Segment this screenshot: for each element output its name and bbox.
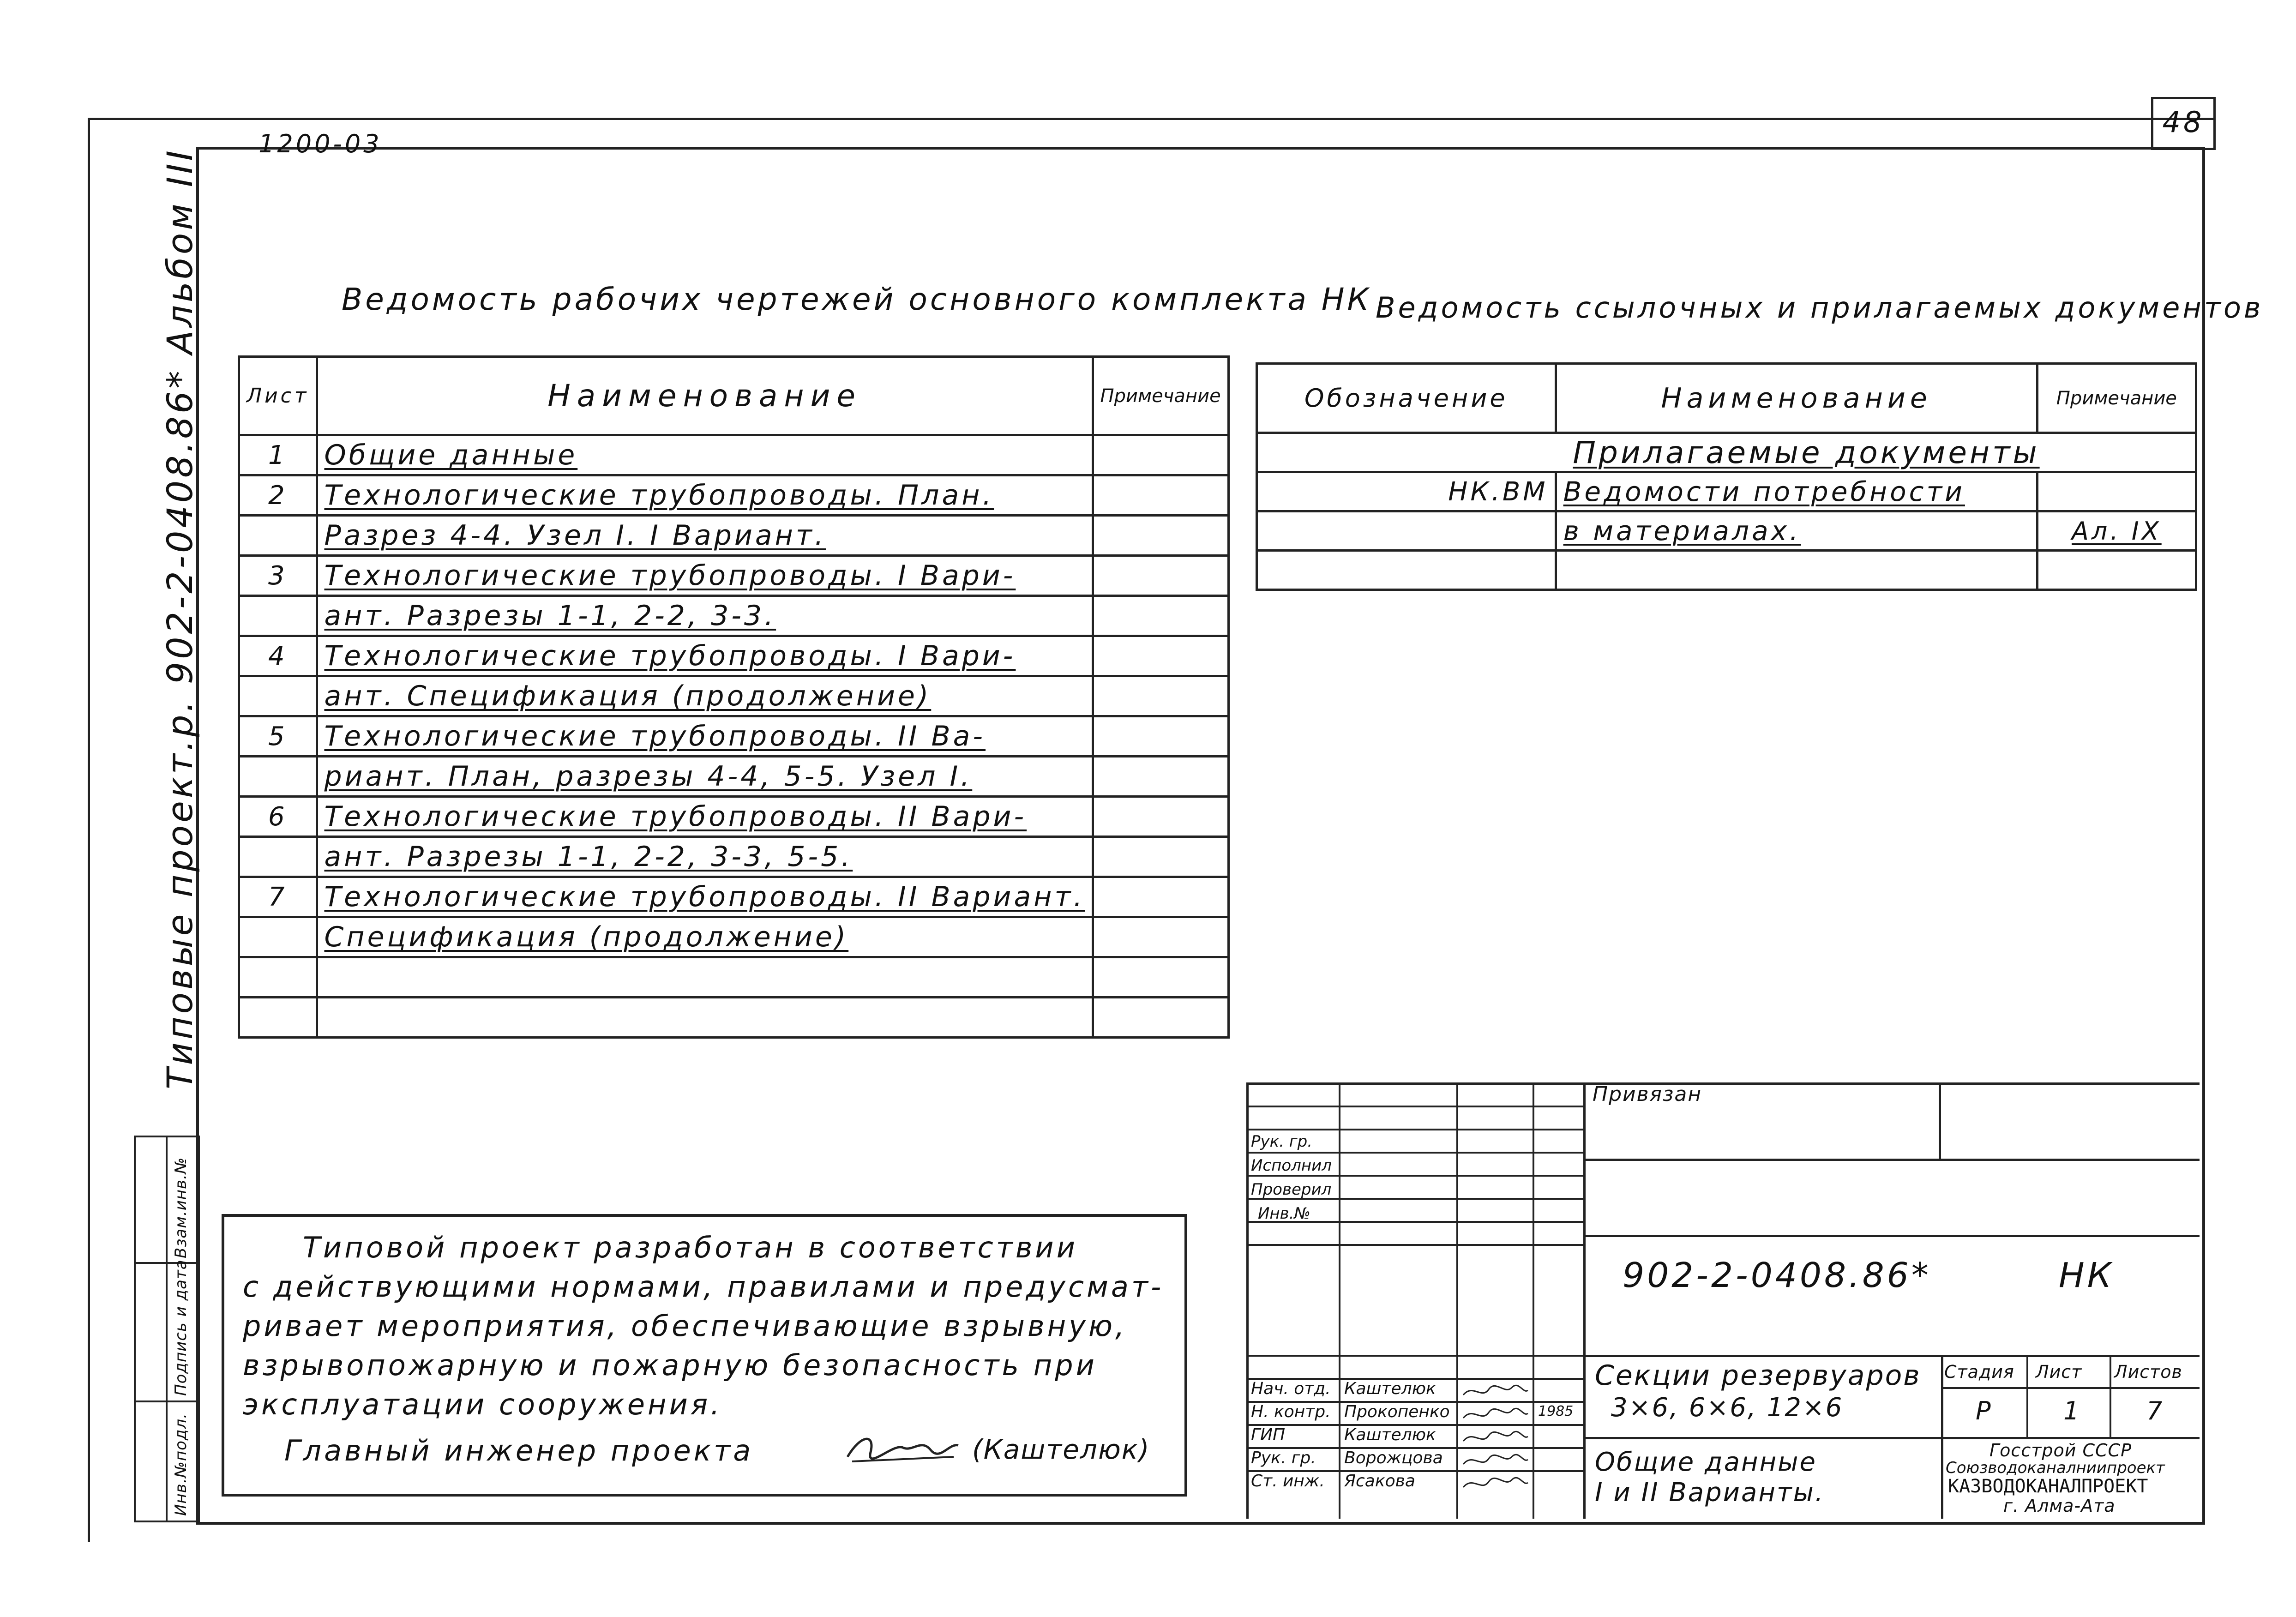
name-text: в материалах.	[1563, 515, 1801, 547]
org-line: КАЗВОДОКАНАЛПРОЕКТ	[1948, 1476, 2148, 1497]
name-cell	[317, 676, 1093, 716]
sheet-cell	[239, 757, 317, 797]
sheets-label: Листов	[2114, 1362, 2182, 1382]
name-cell	[1556, 472, 2037, 511]
person-name: Каштелюк	[1344, 1425, 1436, 1444]
signature-mark	[1461, 1404, 1530, 1425]
note-cell	[1093, 757, 1228, 797]
right-table-title: Ведомость ссылочных и прилагаемых документов	[1376, 291, 2264, 325]
sheet-cell: 2	[239, 475, 317, 516]
sheet-number: 48	[2151, 97, 2216, 150]
name-text: риант. План, разрезы 4-4, 5-5. Узел I.	[324, 760, 973, 793]
name-cell	[317, 716, 1093, 757]
name-text: Технологические трубопроводы. II Вари-	[324, 800, 1027, 833]
table-row	[239, 716, 1229, 757]
note-cell	[1093, 716, 1228, 757]
name-text: Спецификация (продолжение)	[324, 921, 849, 953]
note-cell	[2037, 472, 2196, 511]
signature-mark	[1461, 1473, 1530, 1494]
name-text: Технологические трубопроводы. I Вари-	[324, 559, 1016, 592]
note-cell	[1093, 837, 1228, 877]
side-stamp	[134, 1136, 200, 1522]
name-text: Технологические трубопроводы. II Вариант.	[324, 881, 1085, 913]
document-mark: НК	[2059, 1256, 2115, 1295]
sheet-cell	[239, 917, 317, 957]
stamp-rule	[1246, 1106, 1583, 1107]
title-block	[1246, 1082, 2200, 1519]
person-role: Н. контр.	[1251, 1402, 1331, 1421]
note-line: эксплуатации сооружения.	[243, 1388, 722, 1421]
sheet-cell	[239, 957, 317, 998]
name-text: ант. Спецификация (продолжение)	[324, 680, 932, 712]
org-line: Союзводоканалниипроект	[1946, 1459, 2165, 1477]
name-text: ант. Разрезы 1-1, 2-2, 3-3, 5-5.	[324, 841, 853, 873]
person-role: Ст. инж.	[1251, 1472, 1325, 1491]
sheet-cell	[239, 837, 317, 877]
drawings-list-table	[238, 355, 1230, 1039]
side-stamp-cell: Инв.№подл.	[172, 1413, 190, 1516]
stamp-rule	[1246, 1175, 1583, 1177]
note-cell	[1093, 556, 1228, 596]
note-cell	[2037, 551, 2196, 590]
person-name: Ворожцова	[1344, 1449, 1443, 1467]
role-label: Исполнил	[1251, 1156, 1332, 1175]
sheets-value: 7	[2146, 1396, 2165, 1425]
header-cell: Лист	[239, 357, 317, 435]
side-stamp-cell: Взам.инв.№	[172, 1157, 190, 1258]
name-cell	[317, 435, 1093, 475]
note-cell	[1093, 676, 1228, 716]
references-table	[1256, 362, 2197, 591]
name-cell	[317, 475, 1093, 516]
top-code: 1200-03	[258, 129, 382, 158]
name-cell	[317, 636, 1093, 676]
table-row	[239, 877, 1229, 917]
stage-value: Р	[1976, 1396, 1994, 1425]
note-cell	[1093, 877, 1228, 917]
header-cell: Обозначение	[1257, 364, 1556, 433]
table-row	[239, 516, 1229, 556]
header-cell: Наименование	[1556, 364, 2037, 433]
name-cell	[317, 516, 1093, 556]
note-cell	[1093, 636, 1228, 676]
header-cell: Примечание	[1093, 357, 1228, 435]
name-cell	[317, 757, 1093, 797]
org-line: Госстрой СССР	[1989, 1440, 2132, 1461]
table-row	[239, 435, 1229, 475]
name-cell	[317, 957, 1093, 998]
signature-mark	[843, 1425, 963, 1475]
table-row	[239, 957, 1229, 998]
signature-mark	[1461, 1427, 1530, 1448]
note-cell	[1093, 917, 1228, 957]
sheet-label: Лист	[2036, 1362, 2082, 1382]
sheet-title: Общие данные	[1595, 1447, 1817, 1477]
note-cell	[2037, 511, 2196, 551]
table-row	[239, 596, 1229, 636]
name-cell	[1556, 511, 2037, 551]
header-cell: Примечание	[2037, 364, 2196, 433]
section-title: Прилагаемые документы	[1573, 434, 2040, 470]
code-cell	[1257, 551, 1556, 590]
stamp-rule	[1246, 1244, 1583, 1246]
table-row	[239, 757, 1229, 797]
signature-mark	[1461, 1381, 1530, 1401]
person-role: Рук. гр.	[1251, 1449, 1316, 1467]
general-note	[222, 1214, 1187, 1497]
note-text: Ал. IX	[2071, 516, 2162, 546]
sheet-cell: 6	[239, 797, 317, 837]
role-label: Инв.№	[1258, 1204, 1310, 1223]
table-row	[239, 636, 1229, 676]
name-text: ант. Разрезы 1-1, 2-2, 3-3.	[324, 600, 776, 632]
sheet-cell: 7	[239, 877, 317, 917]
signature-role: Главный инженер проекта	[284, 1434, 754, 1467]
sheet-cell	[239, 596, 317, 636]
table-row	[239, 475, 1229, 516]
sheet-cell: 5	[239, 716, 317, 757]
sheet-cell	[239, 998, 317, 1038]
note-cell	[1093, 998, 1228, 1038]
side-title: Типовые проект.р. 902-2-0408.86* Альбом III	[159, 148, 200, 1089]
code-cell	[1257, 511, 1556, 551]
org-line: г. Алма-Ата	[2003, 1496, 2116, 1516]
table-row	[239, 837, 1229, 877]
name-text: Разрез 4-4. Узел I. I Вариант.	[324, 519, 826, 552]
stamp-rule	[1246, 1129, 1583, 1130]
name-cell	[1556, 551, 2037, 590]
sheet-cell	[239, 516, 317, 556]
header-cell: Наименование	[317, 357, 1093, 435]
left-table-title: Ведомость рабочих чертежей основного комплекта НК	[342, 282, 1372, 317]
signature-mark	[1461, 1450, 1530, 1471]
table-row	[239, 676, 1229, 716]
note-cell	[1093, 435, 1228, 475]
code-cell: НК.ВМ	[1257, 472, 1556, 511]
note-cell	[1093, 516, 1228, 556]
table-row	[1257, 551, 2196, 590]
document-code: 902-2-0408.86*	[1623, 1256, 1931, 1295]
role-label: Рук. гр.	[1251, 1132, 1313, 1151]
signature-name: (Каштелюк)	[972, 1434, 1150, 1465]
name-text: Общие данные	[324, 439, 578, 471]
note-line: с действующими нормами, правилами и предусмат-	[243, 1270, 1164, 1304]
stage-label: Стадия	[1944, 1362, 2014, 1382]
sheet-cell: 1	[239, 435, 317, 475]
note-cell	[1093, 957, 1228, 998]
name-cell	[317, 797, 1093, 837]
privyazan-label: Привязан	[1593, 1082, 1702, 1106]
sheet-subtitle: I и II Варианты.	[1595, 1478, 1825, 1508]
table-row	[1257, 472, 2196, 511]
table-row	[1257, 511, 2196, 551]
table-row	[239, 998, 1229, 1038]
role-label: Проверил	[1251, 1180, 1332, 1199]
name-cell	[317, 917, 1093, 957]
note-line: ривает мероприятия, обеспечивающие взрывную,	[243, 1309, 1127, 1343]
name-cell	[317, 837, 1093, 877]
note-line: взрывопожарную и пожарную безопасность при	[243, 1348, 1097, 1382]
project-title: Секции резервуаров	[1595, 1359, 1921, 1392]
note-cell	[1093, 797, 1228, 837]
sign-date: 1985	[1538, 1403, 1574, 1419]
stamp-rule	[1246, 1152, 1583, 1154]
table-row	[239, 917, 1229, 957]
name-cell	[317, 998, 1093, 1038]
side-stamp-cell: Подпись и дата	[172, 1259, 190, 1396]
note-cell	[1093, 475, 1228, 516]
name-text: Технологические трубопроводы. План.	[324, 479, 994, 511]
person-name: Прокопенко	[1344, 1402, 1450, 1421]
name-cell	[317, 556, 1093, 596]
table-row	[239, 797, 1229, 837]
person-name: Каштелюк	[1344, 1379, 1436, 1398]
person-name: Ясакова	[1344, 1472, 1415, 1491]
project-sizes: 3×6, 6×6, 12×6	[1611, 1393, 1844, 1423]
table-row	[239, 556, 1229, 596]
sheet-cell	[239, 676, 317, 716]
sheet-cell: 4	[239, 636, 317, 676]
person-role: Нач. отд.	[1251, 1379, 1331, 1398]
note-line: Типовой проект разработан в соответствии	[303, 1231, 1078, 1264]
name-cell	[317, 877, 1093, 917]
person-role: ГИП	[1251, 1425, 1286, 1444]
sheet-value: 1	[2063, 1396, 2082, 1425]
name-text: Технологические трубопроводы. II Ва-	[324, 720, 986, 752]
name-cell	[317, 596, 1093, 636]
sheet-cell: 3	[239, 556, 317, 596]
name-text: Ведомости потребности	[1563, 476, 1965, 507]
stamp-rule	[1246, 1355, 1583, 1357]
name-text: Технологические трубопроводы. I Вари-	[324, 640, 1016, 672]
note-cell	[1093, 596, 1228, 636]
